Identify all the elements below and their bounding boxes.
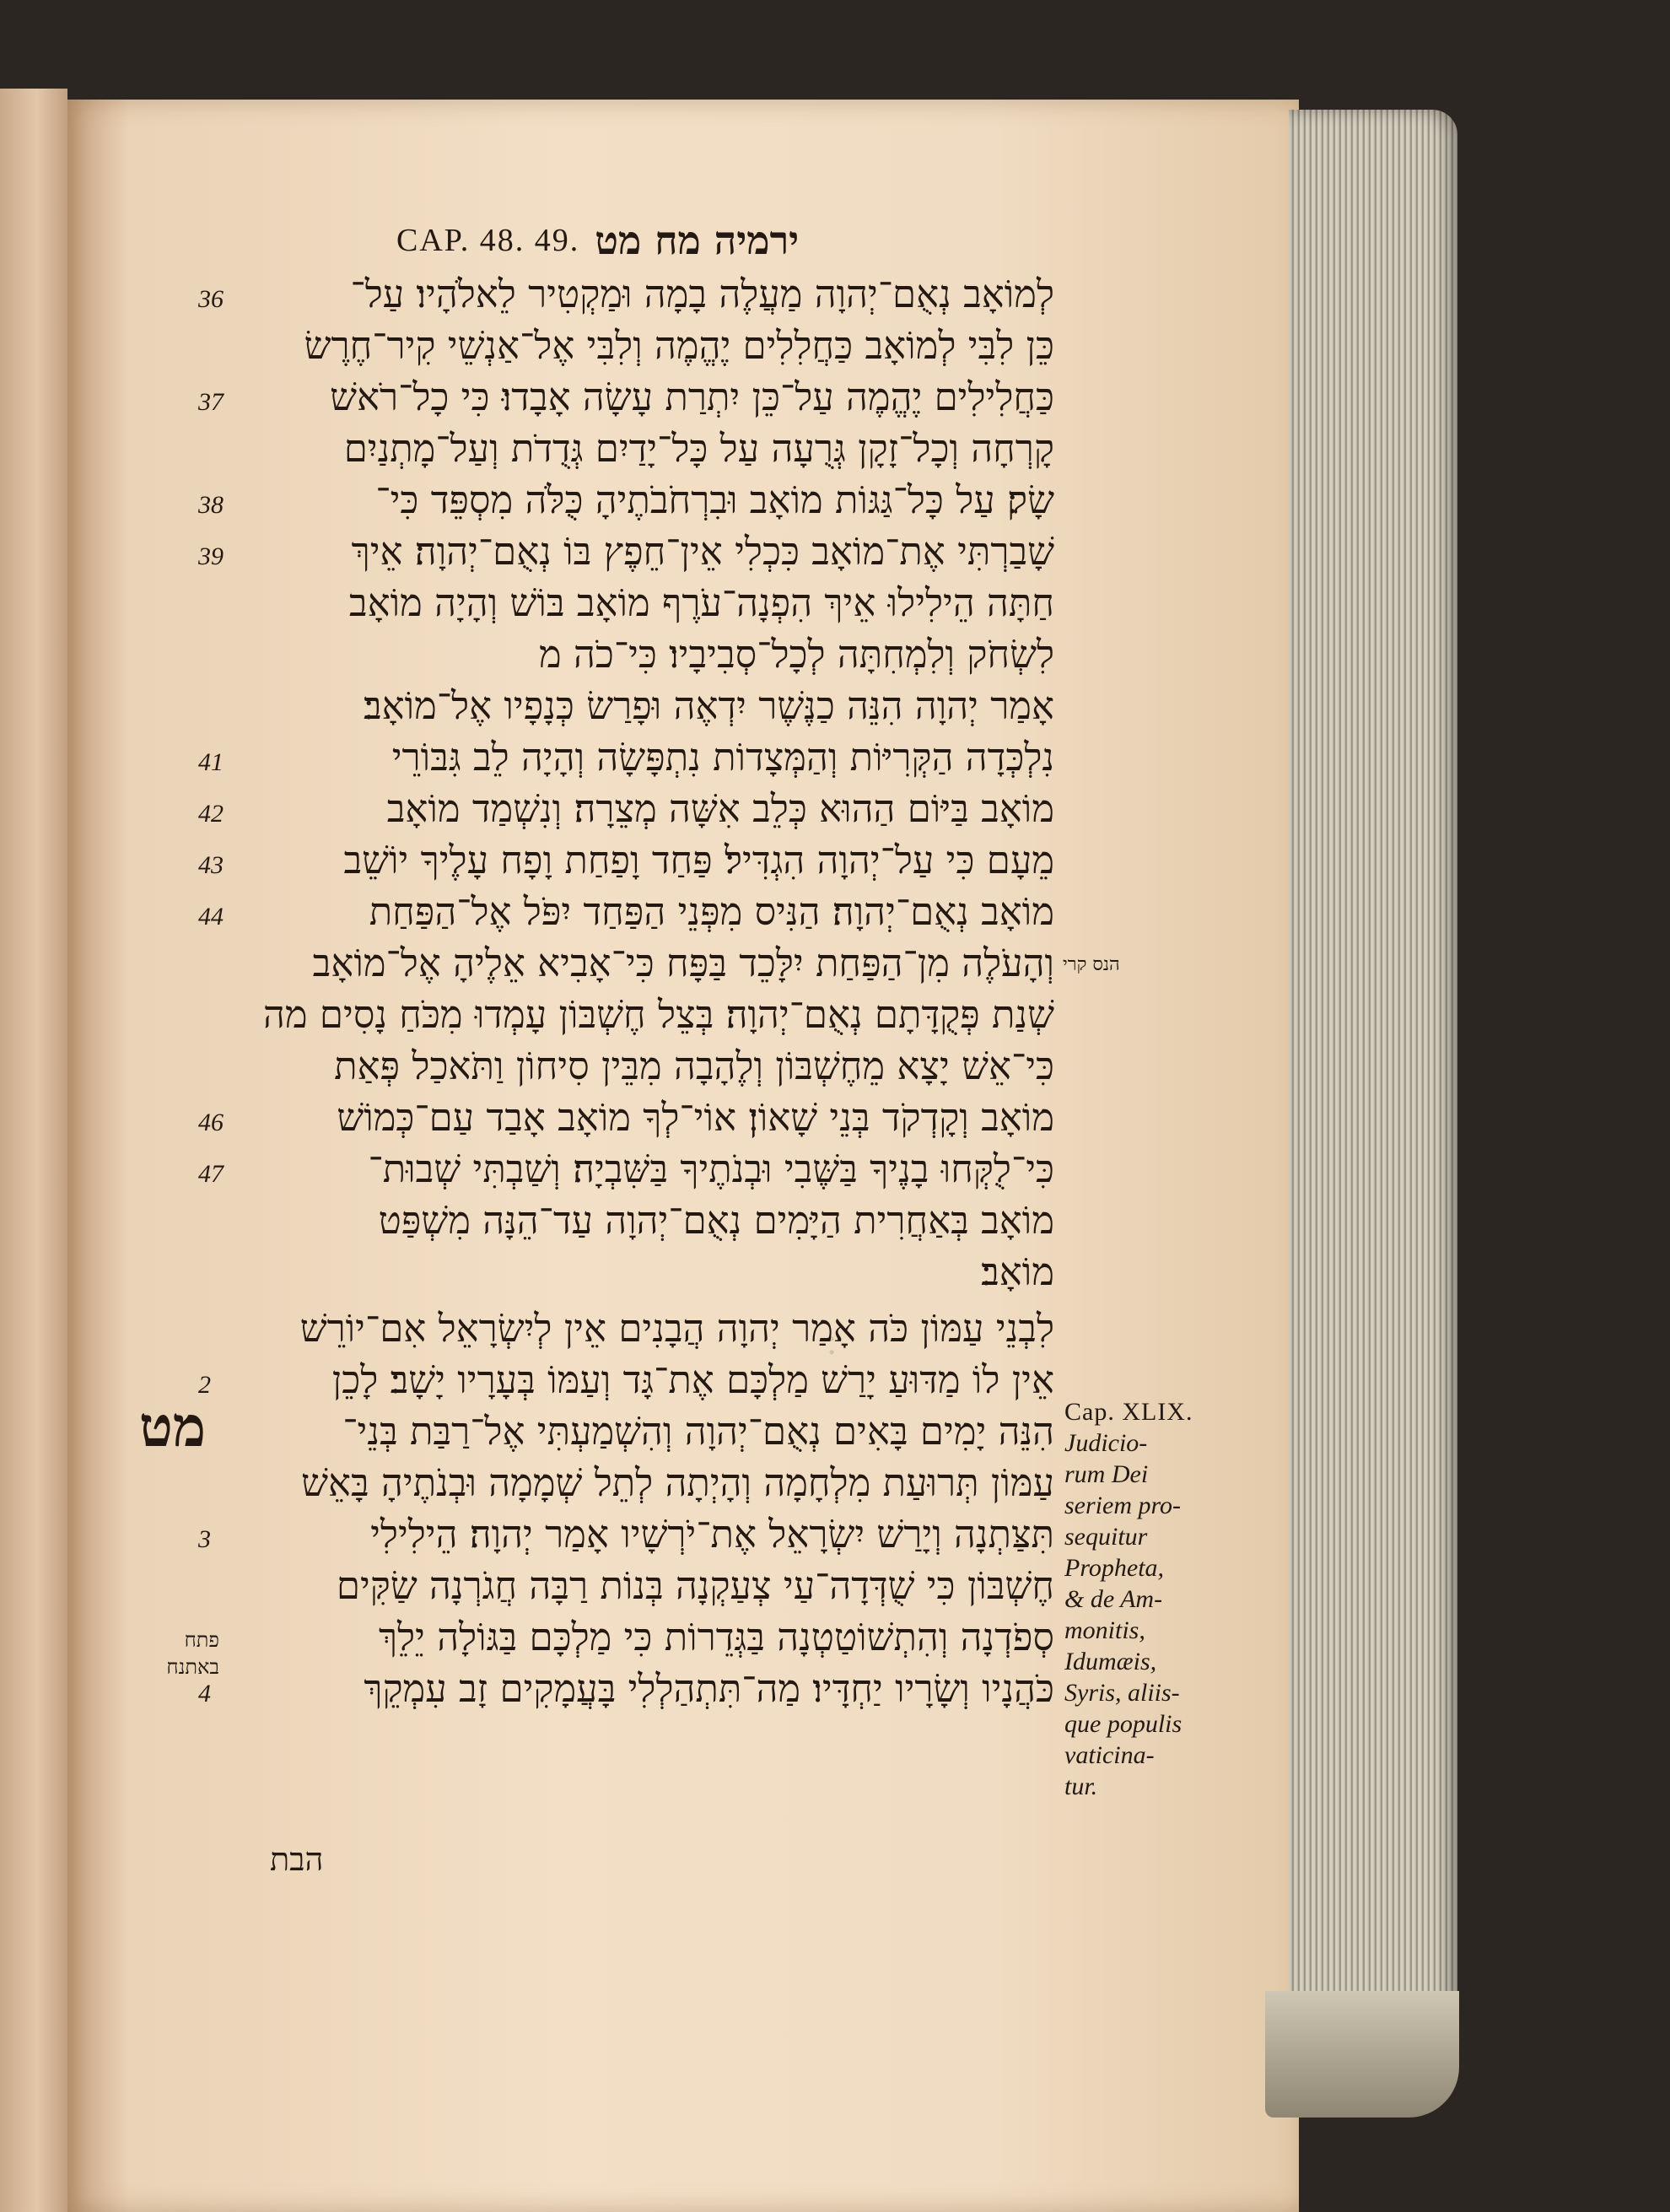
summary-line: Judicio- bbox=[1064, 1429, 1148, 1457]
verse-number: 42 bbox=[198, 800, 224, 828]
summary-line: Idumæis, bbox=[1064, 1648, 1157, 1675]
catchword: הבת bbox=[270, 1841, 324, 1878]
text-line bbox=[169, 1303, 1054, 1354]
text-line bbox=[169, 577, 1054, 629]
line-text: לִשְׂחֹק וְלִמְחִתָּה לְכָל־סְבִיבָיו׃ כִּי־כֹה מ bbox=[538, 632, 1054, 677]
text-line bbox=[169, 371, 1054, 423]
text-line bbox=[169, 1457, 1054, 1508]
summary-line: rum Dei bbox=[1064, 1460, 1149, 1488]
main-text-block bbox=[169, 268, 1054, 1714]
line-text: כַּחֲלִילִים יֶהֱמֶה עַל־כֵּן יִתְרַת עָשָׂה אָבָדוּ׃ כִּי כָל־רֹאשׁ bbox=[330, 375, 1054, 419]
facing-page-edge bbox=[0, 89, 67, 2212]
line-text: כִּי־לֻקְּחוּ בָנֶיךָ בַּשֶּׁבִי וּבְנֹתֶיךָ בַּשִּׁבְיָה׃ וְשַׁבְתִּי שְׁבוּת־ bbox=[368, 1146, 1054, 1191]
line-text: תִּצַּתְנָה וְיָרַשׁ יִשְׂרָאֵל אֶת־יֹרְשָׁיו אָמַר יְהוָה׃ הֵילִילִי bbox=[370, 1512, 1054, 1556]
text-line bbox=[169, 526, 1054, 577]
verse-number: 36 bbox=[198, 285, 224, 313]
header-chapter-latin: CAP. 48. 49. bbox=[396, 223, 580, 258]
verse-number: 43 bbox=[198, 851, 224, 879]
verse-number: 37 bbox=[198, 388, 224, 416]
verse-number: 44 bbox=[198, 903, 224, 931]
line-text: עַמּוֹן תְּרוּעַת מִלְחָמָה וְהָיְתָה לְתֵל שְׁמָמָה וּבְנֹתֶיהָ בָּאֵשׁ bbox=[301, 1460, 1054, 1505]
text-line bbox=[169, 1040, 1054, 1092]
line-text: נִלְכְּדָה הַקְּרִיּוֹת וְהַמְּצָדוֹת נִתְפָּשָׂה וְהָיָה לֵב גִּבּוֹרֵי bbox=[391, 735, 1054, 780]
line-text: אֵין לוֹ מַדּוּעַ יָרַשׁ מַלְכָּם אֶת־גָּד וְעַמּוֹ בְּעָרָיו יָשָׁב׃ לָכֵן bbox=[331, 1357, 1054, 1402]
left-margin-note bbox=[148, 1627, 219, 1681]
summary-line: & de Am- bbox=[1064, 1585, 1163, 1613]
line-text: שָׁבַרְתִּי אֶת־מוֹאָב כִּכְלִי אֵין־חֵפֶץ בּוֹ נְאֻם־יְהוָה׃ אֵיךְ bbox=[351, 529, 1054, 574]
text-line bbox=[169, 731, 1054, 783]
text-line bbox=[169, 1092, 1054, 1143]
verse-number: 2 bbox=[198, 1371, 211, 1399]
running-header bbox=[396, 215, 1240, 266]
text-line bbox=[169, 1508, 1054, 1560]
line-text: שְׁנַת פְּקֻדָּתָם נְאֻם־יְהוָה׃ בְּצֵל חֶשְׁבּוֹן עָמְדוּ מִכֹּחַ נָסִים מה bbox=[263, 992, 1054, 1037]
line-text: קָרְחָה וְכָל־זָקָן גְּרֻעָה עַל כָּל־יָדַיִם גְּדֻדֹת וְעַל־מָתְנַיִם bbox=[343, 426, 1054, 471]
text-line bbox=[169, 1611, 1054, 1663]
text-line bbox=[169, 1354, 1054, 1405]
verse-number: 38 bbox=[198, 491, 224, 519]
line-text: מוֹאָב בְּאַחֲרִית הַיָּמִים נְאֻם־יְהוָה עַד־הֵנָּה מִשְׁפַּט bbox=[378, 1198, 1054, 1243]
text-line bbox=[169, 1195, 1054, 1246]
summary-line: monitis, bbox=[1064, 1616, 1145, 1644]
text-line bbox=[169, 1405, 1054, 1457]
summary-line: seriem pro- bbox=[1064, 1492, 1182, 1519]
line-text: הִנֵּה יָמִים בָּאִים נְאֻם־יְהוָה וְהִשְׁמַעְתִּי אֶל־רַבַּת בְּנֵי־ bbox=[342, 1409, 1054, 1454]
line-text: סְפֹדְנָה וְהִתְשׁוֹטַטְנָה בַּגְּדֵרוֹת כִּי מַלְכָּם בַּגּוֹלָה יֵלֵךְ bbox=[378, 1615, 1054, 1659]
verse-number: 39 bbox=[198, 542, 224, 570]
text-line bbox=[169, 989, 1054, 1040]
text-line bbox=[169, 474, 1054, 526]
text-line bbox=[169, 423, 1054, 474]
text-line bbox=[169, 937, 1054, 989]
left-note-line: פתח bbox=[184, 1628, 219, 1652]
book-fore-edge-bottom bbox=[1265, 1991, 1459, 2118]
book-fore-edge bbox=[1289, 110, 1457, 2075]
line-text: כִּי־אֵשׁ יָצָא מֵחֶשְׁבּוֹן וְלֶהָבָה מִבֵּין סִיחוֹן וַתֹּאכַל פְּאַת bbox=[334, 1044, 1054, 1088]
line-text: לִבְנֵי עַמּוֹן כֹּה אָמַר יְהוָה הֲבָנִים אֵין לְיִשְׂרָאֵל אִם־יוֹרֵשׁ bbox=[299, 1306, 1054, 1351]
summary-chapter-label: Cap. XLIX. bbox=[1064, 1398, 1193, 1426]
line-text: לְמוֹאָב נְאֻם־יְהוָה מַעֲלֶה בָמָה וּמַקְטִיר לֵאלֹהָיו׃ עַל־ bbox=[350, 272, 1054, 316]
text-line bbox=[169, 1246, 1054, 1298]
chapter-marker: מט bbox=[139, 1394, 206, 1459]
line-text: חַתָּה הֵילִילוּ אֵיךְ הִפְנָה־עֹרֶף מוֹאָב בּוֹשׁ וְהָיָה מוֹאָב bbox=[348, 580, 1054, 625]
text-line bbox=[169, 1143, 1054, 1195]
header-book-hebrew: ירמיה מח מט bbox=[595, 218, 800, 263]
line-text: מוֹאָב נְאֻם־יְהוָה׃ הַנִּיס מִפְּנֵי הַפַּחַד יִפֹּל אֶל־הַפַּחַת bbox=[369, 889, 1054, 934]
text-line bbox=[169, 783, 1054, 834]
text-line bbox=[169, 1663, 1054, 1714]
line-text: חֶשְׁבּוֹן כִּי שֻׁדְּדָה־עַי צְעַקְנָה בְּנוֹת רַבָּה חֲגֹרְנָה שַׂקִּים bbox=[336, 1563, 1054, 1608]
line-text: כֹּהֲנָיו וְשָׂרָיו יַחְדָּיו׃ מַה־תִּתְהַלְלִי בָּעֲמָקִים זָב עִמְקֵךְ bbox=[364, 1666, 1054, 1711]
line-text: מוֹאָב׃ bbox=[981, 1249, 1054, 1294]
line-text: מֵעָם כִּי עַל־יְהוָה הִגְדִּיל׃ פַּחַד וָפַחַת וָפָח עָלֶיךָ יוֹשֵׁב bbox=[343, 838, 1054, 882]
line-text: כֵּן לִבִּי לְמוֹאָב כַּחֲלִלִים יֶהֱמֶה וְלִבִּי אֶל־אַנְשֵׁי קִיר־חֶרֶשׂ bbox=[304, 323, 1054, 368]
summary-line: Propheta, bbox=[1064, 1554, 1165, 1582]
verse-number: 47 bbox=[198, 1160, 224, 1188]
line-text: מוֹאָב וְקָדְקֹד בְּנֵי שָׁאוֹן׃ אוֹי־לְךָ מוֹאָב אָבַד עַם־כְּמוֹשׁ bbox=[337, 1095, 1054, 1140]
left-note-line: באתנח bbox=[166, 1655, 219, 1679]
verse-number: 4 bbox=[198, 1680, 211, 1708]
text-line bbox=[169, 1560, 1054, 1611]
summary-line: sequitur bbox=[1064, 1523, 1148, 1551]
text-line bbox=[169, 886, 1054, 937]
summary-line: Syris, aliis- bbox=[1064, 1679, 1180, 1707]
verse-number: 3 bbox=[198, 1525, 211, 1553]
line-text: מוֹאָב בַּיּוֹם הַהוּא כְּלֵב אִשָּׁה מְצֵרָה׃ וְנִשְׁמַד מוֹאָב bbox=[386, 786, 1054, 831]
summary-text bbox=[1064, 1427, 1216, 1802]
line-text: אָמַר יְהוָה הִנֵּה כַנֶּשֶׁר יִדְאֶה וּפָרַשׂ כְּנָפָיו אֶל־מוֹאָב׃ bbox=[363, 683, 1054, 728]
summary-line: tur. bbox=[1064, 1772, 1098, 1800]
text-line bbox=[169, 320, 1054, 371]
text-line bbox=[169, 268, 1054, 320]
line-text: וְהָעֹלֶה מִן־הַפַּחַת יִלָּכֵד בַּפָּח כִּי־אָבִיא אֵלֶיהָ אֶל־מוֹאָב bbox=[312, 941, 1054, 985]
qere-marginal-note: הנס קרי bbox=[1063, 954, 1120, 975]
summary-line: que populis bbox=[1064, 1710, 1182, 1738]
summary-line: vaticina- bbox=[1064, 1741, 1155, 1769]
chapter-summary-note bbox=[1064, 1396, 1216, 1802]
verse-number: 46 bbox=[198, 1109, 224, 1136]
text-line bbox=[169, 680, 1054, 731]
line-text: שָׂק׃ עַל כָּל־גַּגּוֹת מוֹאָב וּבִרְחֹבֹתֶיהָ כֻּלֹּה מִסְפֵּד כִּי־ bbox=[375, 477, 1054, 522]
text-line bbox=[169, 629, 1054, 680]
verse-number: 41 bbox=[198, 748, 224, 776]
text-line bbox=[169, 834, 1054, 886]
